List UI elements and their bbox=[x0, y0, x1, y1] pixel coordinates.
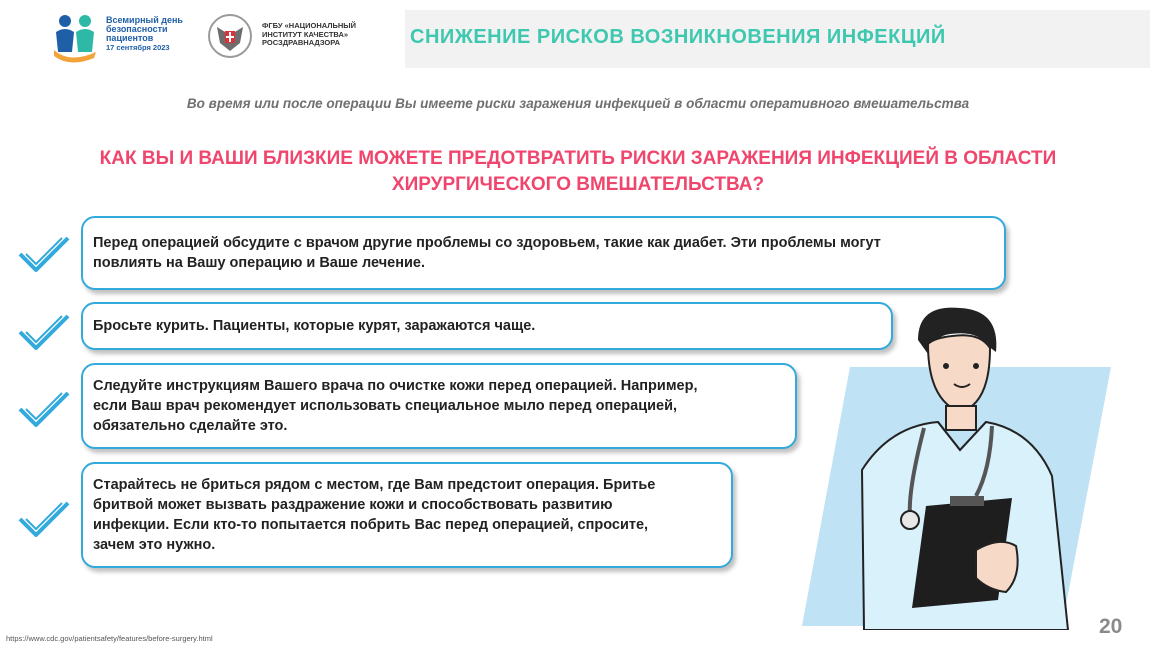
tip-card: Старайтесь не бриться рядом с местом, где Вам предстоит операция. Бритье бритвой может вызвать раздражение кожи и способствовать развитию инфекции. Если кто-то попытается побрить Вас перед операцией, спросите, зачем это нужно. bbox=[81, 462, 733, 568]
check-icon bbox=[16, 232, 72, 278]
subtitle: Во время или после операции Вы имеете риски заражения инфекцией в области оперативного вмешательства bbox=[186, 96, 970, 111]
page-title: СНИЖЕНИЕ РИСКОВ ВОЗНИКНОВЕНИЯ ИНФЕКЦИЙ bbox=[410, 26, 946, 48]
doctor-illustration bbox=[800, 300, 1120, 630]
check-icon bbox=[16, 497, 72, 543]
tip-card: Бросьте курить. Пациенты, которые курят, заражаются чаще. bbox=[81, 302, 893, 350]
patient-safety-day-logo bbox=[50, 12, 100, 64]
tip-card: Перед операцией обсудите с врачом другие проблемы со здоровьем, такие как диабет. Эти проблемы могут повлиять на Вашу операцию и Ваше лечение. bbox=[81, 216, 1006, 290]
check-icon bbox=[16, 387, 72, 433]
roszdravnadzor-emblem bbox=[207, 13, 253, 59]
institute-caption: ФГБУ «НАЦИОНАЛЬНЫЙ ИНСТИТУТ КАЧЕСТВА» РОСЗДРАВНАДЗОРА bbox=[262, 21, 357, 47]
tip-card: Следуйте инструкциям Вашего врача по очистке кожи перед операцией. Например, если Ваш врач рекомендует использовать специальное мыло перед операцией, обязательно сделайте это. bbox=[81, 363, 797, 449]
patient-safety-day-caption: Всемирный день безопасности пациентов 17 сентября 2023 bbox=[106, 15, 183, 52]
header bbox=[0, 0, 1156, 70]
source-link[interactable]: https://www.cdc.gov/patientsafety/features/before-surgery.html bbox=[6, 634, 213, 643]
question-heading: КАК ВЫ И ВАШИ БЛИЗКИЕ МОЖЕТЕ ПРЕДОТВРАТИТЬ РИСКИ ЗАРАЖЕНИЯ ИНФЕКЦИЕЙ В ОБЛАСТИ ХИРУРГИЧЕСКОГО ВМЕШАТЕЛЬСТВА? bbox=[99, 148, 1057, 195]
page-number: 20 bbox=[1099, 615, 1123, 638]
check-icon bbox=[16, 310, 72, 356]
